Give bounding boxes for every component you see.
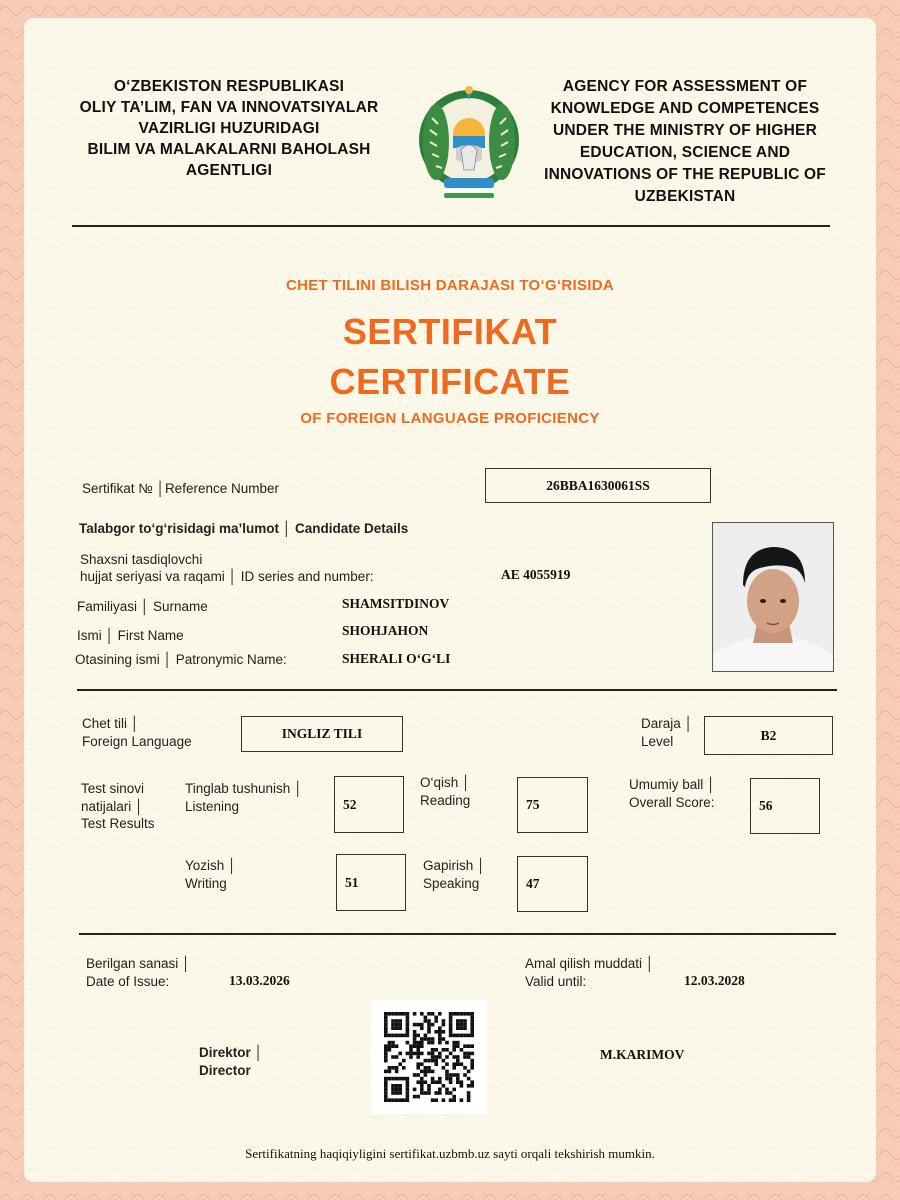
header-right-org bbox=[524, 76, 846, 208]
surname-value: SHAMSITDINOV bbox=[342, 596, 450, 611]
person-photo-icon bbox=[713, 523, 833, 671]
header-right-line: AGENCY FOR ASSESSMENT OF bbox=[562, 78, 808, 95]
language-label-line1: Chet tili │ bbox=[82, 716, 140, 731]
results-label-line3: Test Results bbox=[81, 816, 155, 831]
divider bbox=[72, 225, 830, 227]
candidate-photo bbox=[712, 522, 834, 672]
level-label-line2: Level bbox=[641, 734, 674, 749]
listening-score-box: 52 bbox=[334, 776, 404, 833]
director-name: M.KARIMOV bbox=[600, 1047, 685, 1062]
speaking-score-box: 47 bbox=[517, 856, 588, 912]
speaking-label-line2: Speaking bbox=[423, 876, 480, 891]
speaking-label-line1: Gapirish │ bbox=[423, 858, 486, 873]
certificate-title-en: CERTIFICATE bbox=[329, 361, 571, 402]
listening-label-line2: Listening bbox=[185, 799, 240, 814]
patronymic-value: SHERALI O‘G‘LI bbox=[342, 651, 451, 666]
certificate-title-uz: SERTIFIKAT bbox=[342, 311, 558, 352]
surname-label: Familiyasi │ Surname bbox=[77, 599, 208, 614]
candidate-section-label: Talabgor to‘g‘risidagi ma’lumot │ Candidate Details bbox=[79, 521, 409, 536]
id-label-line1: Shaxsni tasdiqlovchi bbox=[80, 552, 203, 567]
certificate-subtitle-top: CHET TILINI BILISH DARAJASI TO‘G‘RISIDA bbox=[285, 277, 615, 294]
header-right-line: KNOWLEDGE AND COMPETENCES bbox=[550, 100, 820, 117]
header-right-line: INNOVATIONS OF THE REPUBLIC OF bbox=[544, 166, 826, 183]
issue-date-value: 13.03.2026 bbox=[229, 973, 290, 988]
reading-label-line1: O‘qish │ bbox=[420, 775, 471, 790]
reading-label-line2: Reading bbox=[420, 793, 471, 808]
reference-number-box: 26BBA1630061SS bbox=[485, 468, 711, 503]
director-label-line1: Direktor │ bbox=[199, 1045, 263, 1060]
header-left-line: AGENTLIGI bbox=[185, 162, 273, 179]
reading-score-box: 75 bbox=[517, 777, 588, 833]
certificate-paper bbox=[24, 18, 876, 1182]
header-right-line: EDUCATION, SCIENCE AND bbox=[579, 144, 791, 161]
issue-date-label-line1: Berilgan sanasi │ bbox=[86, 956, 191, 971]
writing-score-box: 51 bbox=[336, 854, 406, 911]
level-label-line1: Daraja │ bbox=[641, 716, 693, 731]
header-right-line: UNDER THE MINISTRY OF HIGHER bbox=[553, 122, 817, 139]
qr-code-icon[interactable] bbox=[371, 1000, 487, 1114]
header-left-line: VAZIRLIGI HUZURIDAGI bbox=[138, 120, 320, 137]
reference-label: Sertifikat № │Reference Number bbox=[82, 481, 279, 496]
first-name-label: Ismi │ First Name bbox=[77, 628, 184, 643]
header-left-line: BILIM VA MALAKALARNI BAHOLASH bbox=[87, 141, 371, 158]
state-emblem-icon bbox=[414, 78, 524, 208]
overall-label-line2: Overall Score: bbox=[629, 795, 715, 810]
writing-label-line1: Yozish │ bbox=[185, 858, 237, 873]
director-label-line2: Director bbox=[199, 1063, 251, 1078]
language-label-line2: Foreign Language bbox=[82, 734, 192, 749]
valid-until-label-line2: Valid until: bbox=[525, 974, 587, 989]
first-name-value: SHOHJAHON bbox=[342, 623, 429, 638]
listening-label-line1: Tinglab tushunish │ bbox=[185, 781, 303, 796]
header-left-org bbox=[64, 76, 394, 181]
overall-label-line1: Umumiy ball │ bbox=[629, 777, 716, 792]
valid-until-label-line1: Amal qilish muddati │ bbox=[525, 956, 655, 971]
header-right-line: UZBEKISTAN bbox=[634, 188, 736, 205]
patronymic-label: Otasining ismi │ Patronymic Name: bbox=[75, 652, 287, 667]
divider bbox=[79, 933, 836, 935]
writing-label-line2: Writing bbox=[185, 876, 227, 891]
divider bbox=[77, 689, 837, 691]
language-value-box: INGLIZ TILI bbox=[241, 716, 403, 752]
certificate-subtitle-bottom: OF FOREIGN LANGUAGE PROFICIENCY bbox=[300, 410, 600, 427]
header-left-line: OLIY TA’LIM, FAN VA INNOVATSIYALAR bbox=[79, 99, 379, 116]
header-left-line: O‘ZBEKISTON RESPUBLIKASI bbox=[113, 78, 345, 95]
verification-note: Sertifikatning haqiqiyligini sertifikat.uzbmb.uz sayti orqali tekshirish mumkin. bbox=[245, 1146, 655, 1161]
results-label-line1: Test sinovi bbox=[81, 781, 145, 796]
overall-score-box: 56 bbox=[750, 778, 820, 834]
issue-date-label-line2: Date of Issue: bbox=[86, 974, 170, 989]
id-label-line2: hujjat seriyasi va raqami │ ID series and number: bbox=[80, 569, 374, 584]
level-value-box: B2 bbox=[704, 716, 833, 755]
results-label-line2: natijalari │ bbox=[81, 799, 144, 814]
valid-until-value: 12.03.2028 bbox=[684, 973, 745, 988]
id-number-value: AE 4055919 bbox=[501, 567, 571, 582]
